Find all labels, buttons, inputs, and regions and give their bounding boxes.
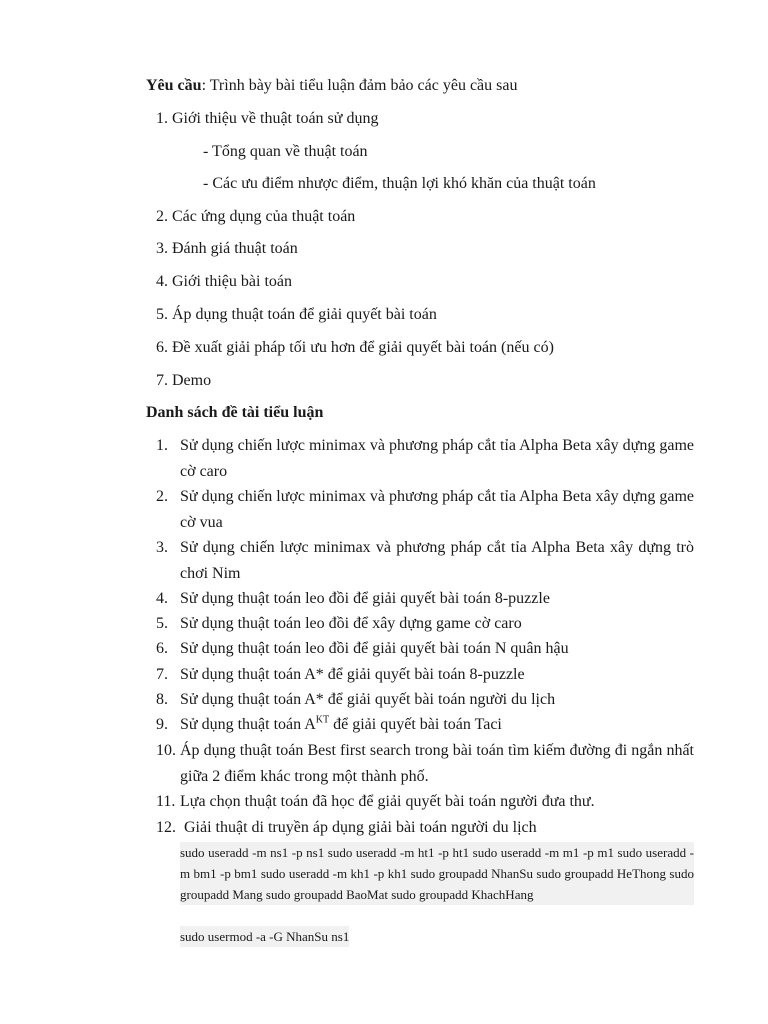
topic-number: 4.	[156, 590, 168, 607]
requirement-number: 7.	[156, 372, 168, 389]
topic-text: Sử dụng chiến lược minimax và phương pháp cắt tỉa Alpha Beta xây dựng game cờ caro	[180, 437, 694, 480]
requirement-number: 3.	[156, 240, 168, 257]
topic-text: Sử dụng thuật toán leo đồi để giải quyết bài toán 8-puzzle	[180, 590, 550, 607]
topic-text: Sử dụng thuật toán leo đồi để giải quyết bài toán N quân hậu	[180, 640, 569, 657]
requirement-text: Áp dụng thuật toán để giải quyết bài toán	[172, 306, 437, 323]
requirement-item	[156, 371, 211, 391]
topic-text-part: Sử dụng thuật toán A	[180, 716, 316, 733]
requirement-number: 2.	[156, 208, 168, 225]
topic-item	[156, 535, 694, 586]
requirement-number: 4.	[156, 273, 168, 290]
requirement-number: 6.	[156, 339, 168, 356]
requirement-sub-item: - Tổng quan về thuật toán	[203, 143, 368, 160]
topic-item	[156, 789, 694, 815]
topics-heading: Danh sách đề tài tiểu luận	[146, 404, 324, 421]
topic-text	[180, 712, 694, 738]
requirement-item	[156, 239, 298, 259]
topic-number: 2.	[156, 488, 168, 505]
topic-number: 3.	[156, 539, 168, 556]
topic-number: 1.	[156, 437, 168, 454]
topic-text: Sử dụng chiến lược minimax và phương pháp cắt tỉa Alpha Beta xây dựng trò chơi Nim	[180, 539, 694, 582]
topic-number: 12.	[156, 819, 176, 836]
topic-text: Sử dụng chiến lược minimax và phương pháp cắt tỉa Alpha Beta xây dựng game cờ vua	[180, 488, 694, 531]
topic-number: 6.	[156, 640, 168, 657]
topic-item	[156, 662, 694, 688]
requirement-text: Giới thiệu bài toán	[172, 273, 292, 290]
command-text-block: sudo useradd -m ns1 -p ns1 sudo useradd -m ht1 -p ht1 sudo useradd -m m1 -p m1 sudo useradd -m bm1 -p bm1 sudo useradd -m kh1 -p kh1 sudo groupadd NhanSu sudo groupadd HeThong sudo groupadd Mang sudo groupadd BaoMat sudo groupadd KhachHang	[180, 842, 694, 905]
requirement-item	[156, 207, 355, 227]
topic-text: Sử dụng thuật toán A* để giải quyết bài toán người du lịch	[180, 691, 556, 708]
requirement-item	[156, 338, 554, 358]
requirement-text: Giới thiệu về thuật toán sử dụng	[172, 110, 379, 127]
requirement-sub-item: - Các ưu điểm nhược điểm, thuận lợi khó khăn của thuật toán	[203, 175, 596, 192]
requirement-text: Đánh giá thuật toán	[172, 240, 298, 257]
topic-number: 10.	[156, 742, 176, 759]
topic-text: Sử dụng thuật toán leo đồi để xây dựng game cờ caro	[180, 615, 522, 632]
superscript: KT	[315, 714, 330, 726]
topic-number: 11.	[156, 793, 176, 810]
topic-text-part: để giải quyết bài toán Taci	[329, 716, 502, 733]
topic-item	[156, 815, 694, 841]
requirement-item	[156, 305, 437, 325]
requirement-item	[156, 272, 292, 292]
topic-item	[156, 636, 694, 662]
requirement-item	[156, 109, 378, 129]
topic-text: Lựa chọn thuật toán đã học để giải quyết bài toán người đưa thư.	[180, 793, 595, 810]
topic-number: 5.	[156, 615, 168, 632]
topic-number: 8.	[156, 691, 168, 708]
requirement-number: 5.	[156, 306, 168, 323]
requirements-label: Yêu cầu	[146, 77, 202, 94]
topic-number: 7.	[156, 666, 168, 683]
topic-item	[156, 433, 694, 484]
command-text-line: sudo usermod -a -G NhanSu ns1	[180, 926, 349, 947]
requirements-intro: : Trình bày bài tiểu luận đảm bảo các yêu cầu sau	[201, 77, 518, 94]
topic-number: 9.	[156, 716, 168, 733]
topic-text: Áp dụng thuật toán Best first search trong bài toán tìm kiếm đường đi ngắn nhất giữa 2 điểm khác trong một thành phố.	[180, 742, 694, 785]
topic-item	[156, 484, 694, 535]
topic-item	[156, 611, 694, 637]
topic-item	[156, 586, 694, 612]
topic-item	[156, 687, 694, 713]
requirement-number: 1.	[156, 110, 168, 127]
requirement-text: Các ứng dụng của thuật toán	[172, 208, 356, 225]
requirements-heading	[146, 76, 517, 96]
topic-item	[156, 738, 694, 789]
topic-text: Sử dụng thuật toán A* để giải quyết bài toán 8-puzzle	[180, 666, 525, 683]
requirement-text: Demo	[172, 372, 212, 389]
topic-text: Giải thuật di truyền áp dụng giải bài toán người du lịch	[184, 819, 537, 836]
requirement-text: Đề xuất giải pháp tối ưu hơn để giải quyết bài toán (nếu có)	[172, 339, 554, 356]
topic-item	[156, 712, 694, 738]
